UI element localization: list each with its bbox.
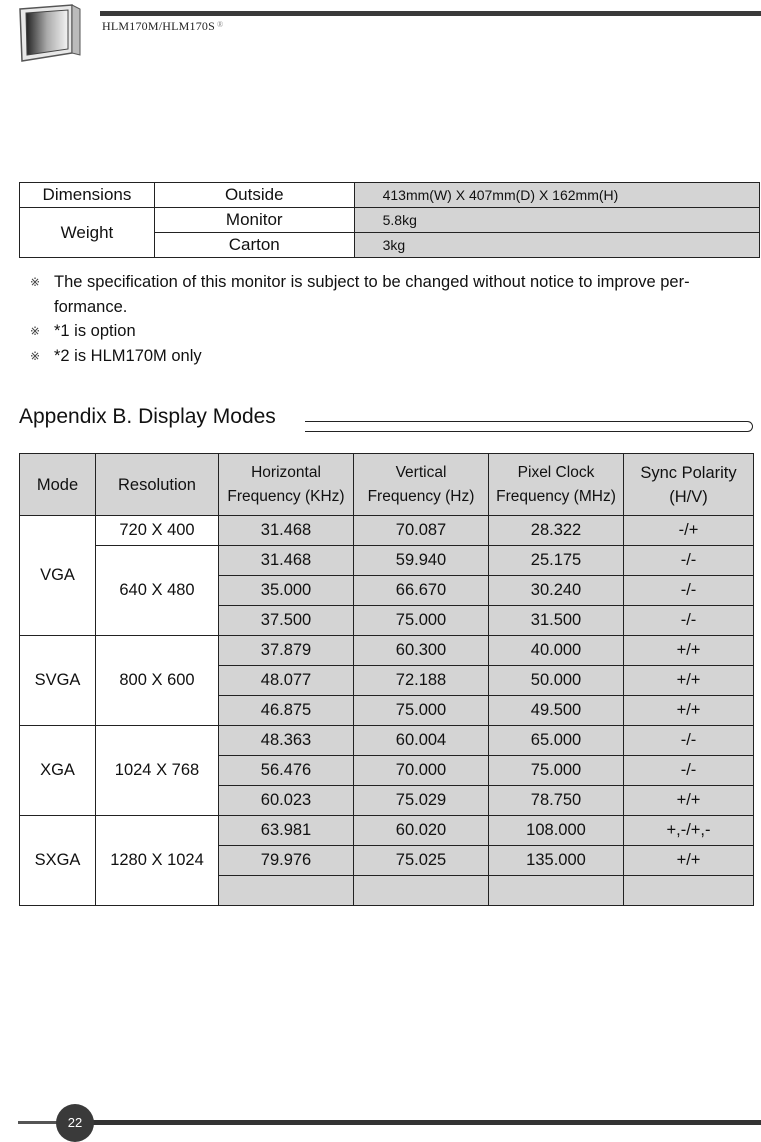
sync-cell: -/- xyxy=(624,576,754,606)
hfreq-cell: 79.976 xyxy=(219,846,354,876)
table-row xyxy=(20,816,754,846)
sync-cell: -/+ xyxy=(624,516,754,546)
outside-label: Outside xyxy=(154,183,354,208)
hfreq-cell: 31.468 xyxy=(219,516,354,546)
mode-cell: SXGA xyxy=(20,816,96,906)
pclk-cell: 49.500 xyxy=(489,696,624,726)
resolution-cell: 800 X 600 xyxy=(96,636,219,726)
weight-label: Weight xyxy=(20,208,155,258)
resolution-cell: 1280 X 1024 xyxy=(96,816,219,906)
sync-cell: +/+ xyxy=(624,846,754,876)
vfreq-cell: 72.188 xyxy=(354,666,489,696)
vfreq-cell: 70.000 xyxy=(354,756,489,786)
empty-cell xyxy=(219,876,354,906)
table-row xyxy=(20,636,754,666)
table-row xyxy=(20,516,754,546)
pclk-cell: 25.175 xyxy=(489,546,624,576)
monitor-label: Monitor xyxy=(154,208,354,233)
hfreq-cell: 56.476 xyxy=(219,756,354,786)
resolution-cell: 720 X 400 xyxy=(96,516,219,546)
header-sync-polarity: Sync Polarity (H/V) xyxy=(624,454,754,516)
dimensions-label: Dimensions xyxy=(20,183,155,208)
vfreq-cell: 60.004 xyxy=(354,726,489,756)
pclk-cell: 50.000 xyxy=(489,666,624,696)
document-title: HLM170M/HLM170S ® xyxy=(102,19,224,33)
reference-mark-icon: ※ xyxy=(30,324,41,338)
sync-cell: +/+ xyxy=(624,666,754,696)
pclk-cell: 78.750 xyxy=(489,786,624,816)
hfreq-cell: 37.500 xyxy=(219,606,354,636)
resolution-cell: 640 X 480 xyxy=(96,546,219,636)
pclk-cell: 75.000 xyxy=(489,756,624,786)
vfreq-cell: 75.000 xyxy=(354,696,489,726)
pclk-cell: 28.322 xyxy=(489,516,624,546)
header-pixel-clock: Pixel Clock Frequency (MHz) xyxy=(489,454,624,516)
header-mode: Mode xyxy=(20,454,96,516)
section-rule xyxy=(305,421,753,432)
hfreq-cell: 46.875 xyxy=(219,696,354,726)
vfreq-cell: 60.020 xyxy=(354,816,489,846)
vfreq-cell: 75.025 xyxy=(354,846,489,876)
sync-cell: +,-/+,- xyxy=(624,816,754,846)
mode-cell: XGA xyxy=(20,726,96,816)
monitor-value: 5.8kg xyxy=(354,208,759,233)
sync-cell: +/+ xyxy=(624,696,754,726)
table-header-row xyxy=(20,454,754,516)
empty-cell xyxy=(354,876,489,906)
pclk-cell: 40.000 xyxy=(489,636,624,666)
monitor-icon xyxy=(18,3,86,63)
hfreq-cell: 37.879 xyxy=(219,636,354,666)
hfreq-cell: 63.981 xyxy=(219,816,354,846)
table-row xyxy=(20,546,754,576)
note-item: ※ *1 is option xyxy=(28,319,758,344)
reference-mark-icon: ※ xyxy=(30,348,41,363)
hfreq-cell: 48.077 xyxy=(219,666,354,696)
appendix-title: Appendix B. Display Modes xyxy=(19,405,276,428)
header-bar xyxy=(100,11,761,16)
carton-value: 3kg xyxy=(354,233,759,258)
vfreq-cell: 60.300 xyxy=(354,636,489,666)
page-number-badge: 22 xyxy=(56,1104,94,1142)
resolution-cell: 1024 X 768 xyxy=(96,726,219,816)
vfreq-cell: 66.670 xyxy=(354,576,489,606)
table-row xyxy=(20,183,760,208)
empty-cell xyxy=(624,876,754,906)
carton-label: Carton xyxy=(154,233,354,258)
spec-table xyxy=(19,182,760,258)
sync-cell: +/+ xyxy=(624,786,754,816)
pclk-cell: 31.500 xyxy=(489,606,624,636)
vfreq-cell: 75.000 xyxy=(354,606,489,636)
notes-list xyxy=(28,270,758,368)
sync-cell: -/- xyxy=(624,546,754,576)
hfreq-cell: 31.468 xyxy=(219,546,354,576)
hfreq-cell: 48.363 xyxy=(219,726,354,756)
header-resolution: Resolution xyxy=(96,454,219,516)
hfreq-cell: 60.023 xyxy=(219,786,354,816)
vfreq-cell: 59.940 xyxy=(354,546,489,576)
sync-cell: -/- xyxy=(624,726,754,756)
reference-mark-icon: ※ xyxy=(30,275,41,289)
sync-cell: -/- xyxy=(624,606,754,636)
pclk-cell: 108.000 xyxy=(489,816,624,846)
empty-cell xyxy=(489,876,624,906)
pclk-cell: 65.000 xyxy=(489,726,624,756)
header-horizontal-frequency: Horizontal Frequency (KHz) xyxy=(219,454,354,516)
display-modes-table xyxy=(19,453,754,906)
vfreq-cell: 75.029 xyxy=(354,786,489,816)
sync-cell: +/+ xyxy=(624,636,754,666)
mode-cell: SVGA xyxy=(20,636,96,726)
vfreq-cell: 70.087 xyxy=(354,516,489,546)
footer-bar xyxy=(92,1120,761,1125)
mode-cell: VGA xyxy=(20,516,96,636)
table-row xyxy=(20,726,754,756)
pclk-cell: 135.000 xyxy=(489,846,624,876)
note-item: ※ *2 is HLM170M only xyxy=(28,344,758,369)
sync-cell: -/- xyxy=(624,756,754,786)
hfreq-cell: 35.000 xyxy=(219,576,354,606)
pclk-cell: 30.240 xyxy=(489,576,624,606)
header-vertical-frequency: Vertical Frequency (Hz) xyxy=(354,454,489,516)
note-item: ※ The specification of this monitor is subject to be changed without notice to improve per-formance. xyxy=(28,270,758,319)
outside-value: 413mm(W) X 407mm(D) X 162mm(H) xyxy=(354,183,759,208)
table-row xyxy=(20,208,760,233)
